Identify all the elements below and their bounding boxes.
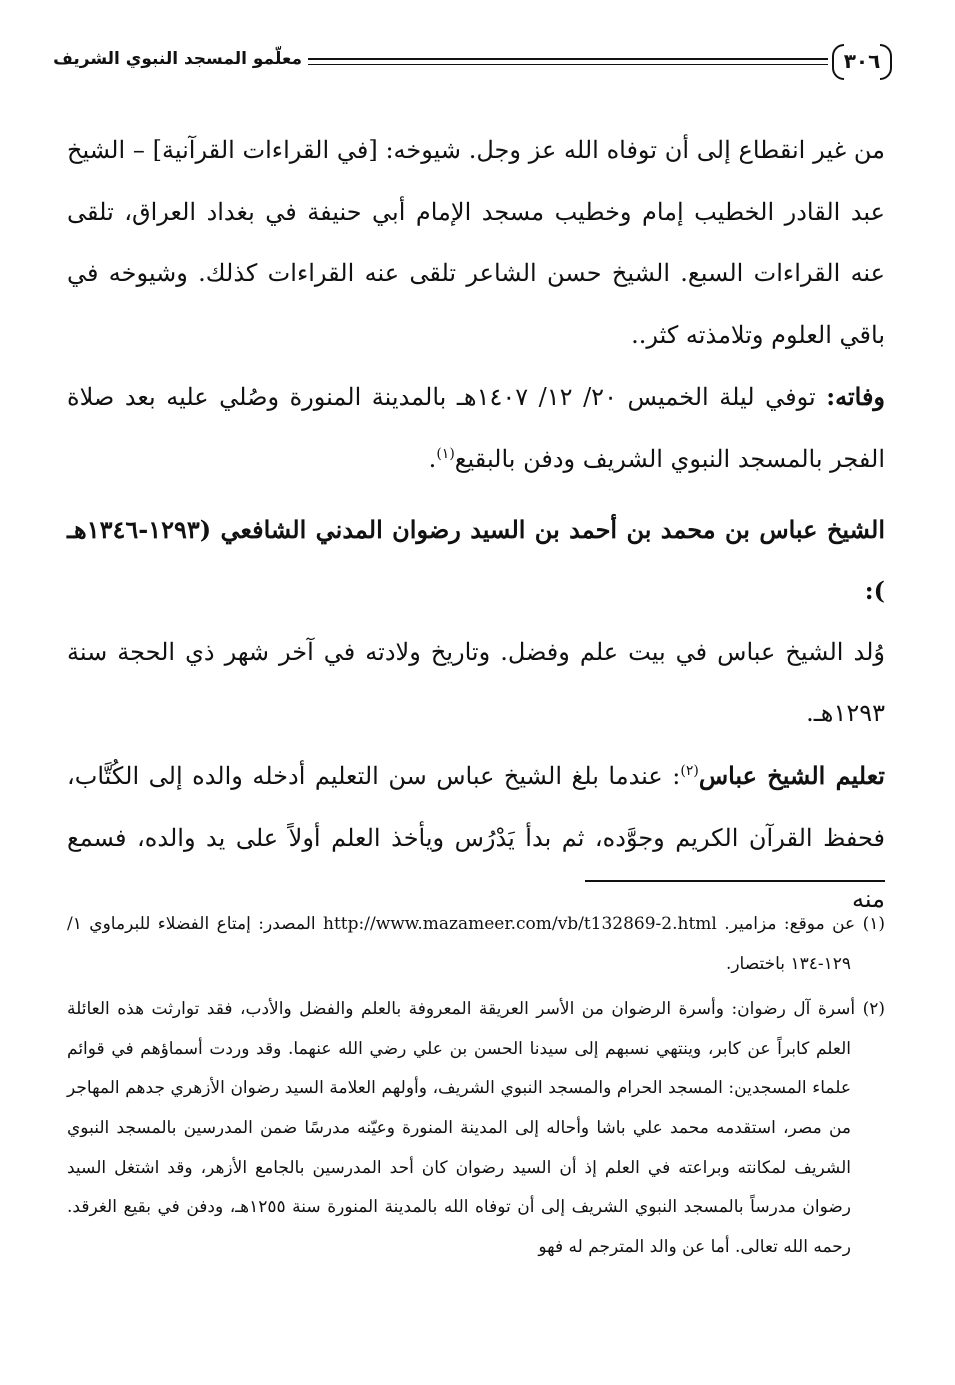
footnotes (67, 905, 885, 1273)
footnote-1-text-a: عن موقع: مزامير. (716, 914, 863, 934)
section-title: الشيخ عباس بن محمد بن أحمد بن السيد رضوان المدني الشافعي (١٢٩٣-١٣٤٦هـ ): (67, 514, 885, 606)
footnote-1 (67, 905, 885, 984)
page-header (53, 40, 894, 84)
death-text: توفي ليلة الخميس ٢٠/ ١٢/ ١٤٠٧هـ بالمدينة المنورة وصُلي عليه بعد صلاة الفجر بالمسجد النبوي الشريف ودفن بالبقيع (67, 383, 885, 473)
death-end: . (428, 444, 437, 473)
footnote-1-number: (١) (862, 914, 886, 934)
footnote-ref-1[interactable]: (١) (436, 445, 455, 462)
footnote-separator (585, 880, 885, 882)
footnote-2-number: (٢) (862, 999, 885, 1020)
page-number: ٣٠٦ (830, 40, 894, 82)
death-label: وفاته: (826, 382, 885, 412)
footnote-2 (67, 990, 885, 1267)
footnote-ref-2[interactable]: (٢) (680, 762, 699, 779)
paragraph-teachers: من غير انقطاع إلى أن توفاه الله عز وجل. شيوخه: [في القراءات القرآنية] – الشيخ عبد القادر الخطيب إمام وخطيب مسجد الإمام أبي حنيفة في بغداد العراق، تلقى عنه القراءات السبع. الشيخ حسن الشاعر تلقى عنه القراءات كذلك. وشيوخه في باقي العلوم وتلامذته كثر.. (67, 136, 885, 349)
education-text: : عندما بلغ الشيخ عباس سن التعليم أدخله والده إلى الكُتَّاب، فحفظ القرآن الكريم وجوَّده، ثم بدأ يَدْرُس ويأخذ العلم أولاً على يد والده، فسمع منه (67, 761, 885, 914)
paragraph-death (67, 366, 885, 490)
running-title: معلّمو المسجد النبوي الشريف (53, 49, 302, 69)
footnote-1-url[interactable]: http://www.mazameer.com/vb/t132869-2.html (323, 914, 717, 934)
paragraph-education (67, 745, 885, 931)
paragraph-birth: وُلد الشيخ عباس في بيت علم وفضل. وتاريخ ولادته في آخر شهر ذي الحجة سنة ١٢٩٣هـ. (67, 637, 885, 728)
education-label: تعليم الشيخ عباس (698, 760, 885, 790)
header-rule (308, 58, 828, 65)
footnote-2-text: أسرة آل رضوان: وأسرة الرضوان من الأسر العريقة المعروفة بالعلم والفضل والأدب، فقد توارثت هذه العائلة العلم كابراً عن كابر، وينتهي نسبهم إلى سيدنا الحسن بن علي رضي الله عنهما. وقد وردت أسماؤهم في قوائم علماء المسجدين: المسجد الحرام والمسجد النبوي الشريف، وأولهم العلامة السيد رضوان الأزهري جدهم المهاجر من مصر، استقدمه محمد علي باشا وأحاله إلى المدينة المنورة وعيّنه مدرسًا ضمن المدرسين بالمسجد النبوي الشريف لمكانته وبراعته في العلم إذ أن السيد رضوان كان أحد المدرسين بالجامع الأزهر، وقد اشتغل السيد رضوان مدرساً بالمسجد النبوي الشريف إلى أن توفاه الله بالمدينة المنورة سنة ١٢٥٥هـ، ودفن في بقيع الغرقد. رحمه الله تعالى. أما عن والد المترجم له فهو (67, 999, 863, 1257)
footnote-1-text-b: المصدر: إمتاع الفضلاء للبرماوي ١/ ١٢٩-١٣٤ باختصار. (67, 914, 851, 974)
main-text (67, 120, 885, 931)
